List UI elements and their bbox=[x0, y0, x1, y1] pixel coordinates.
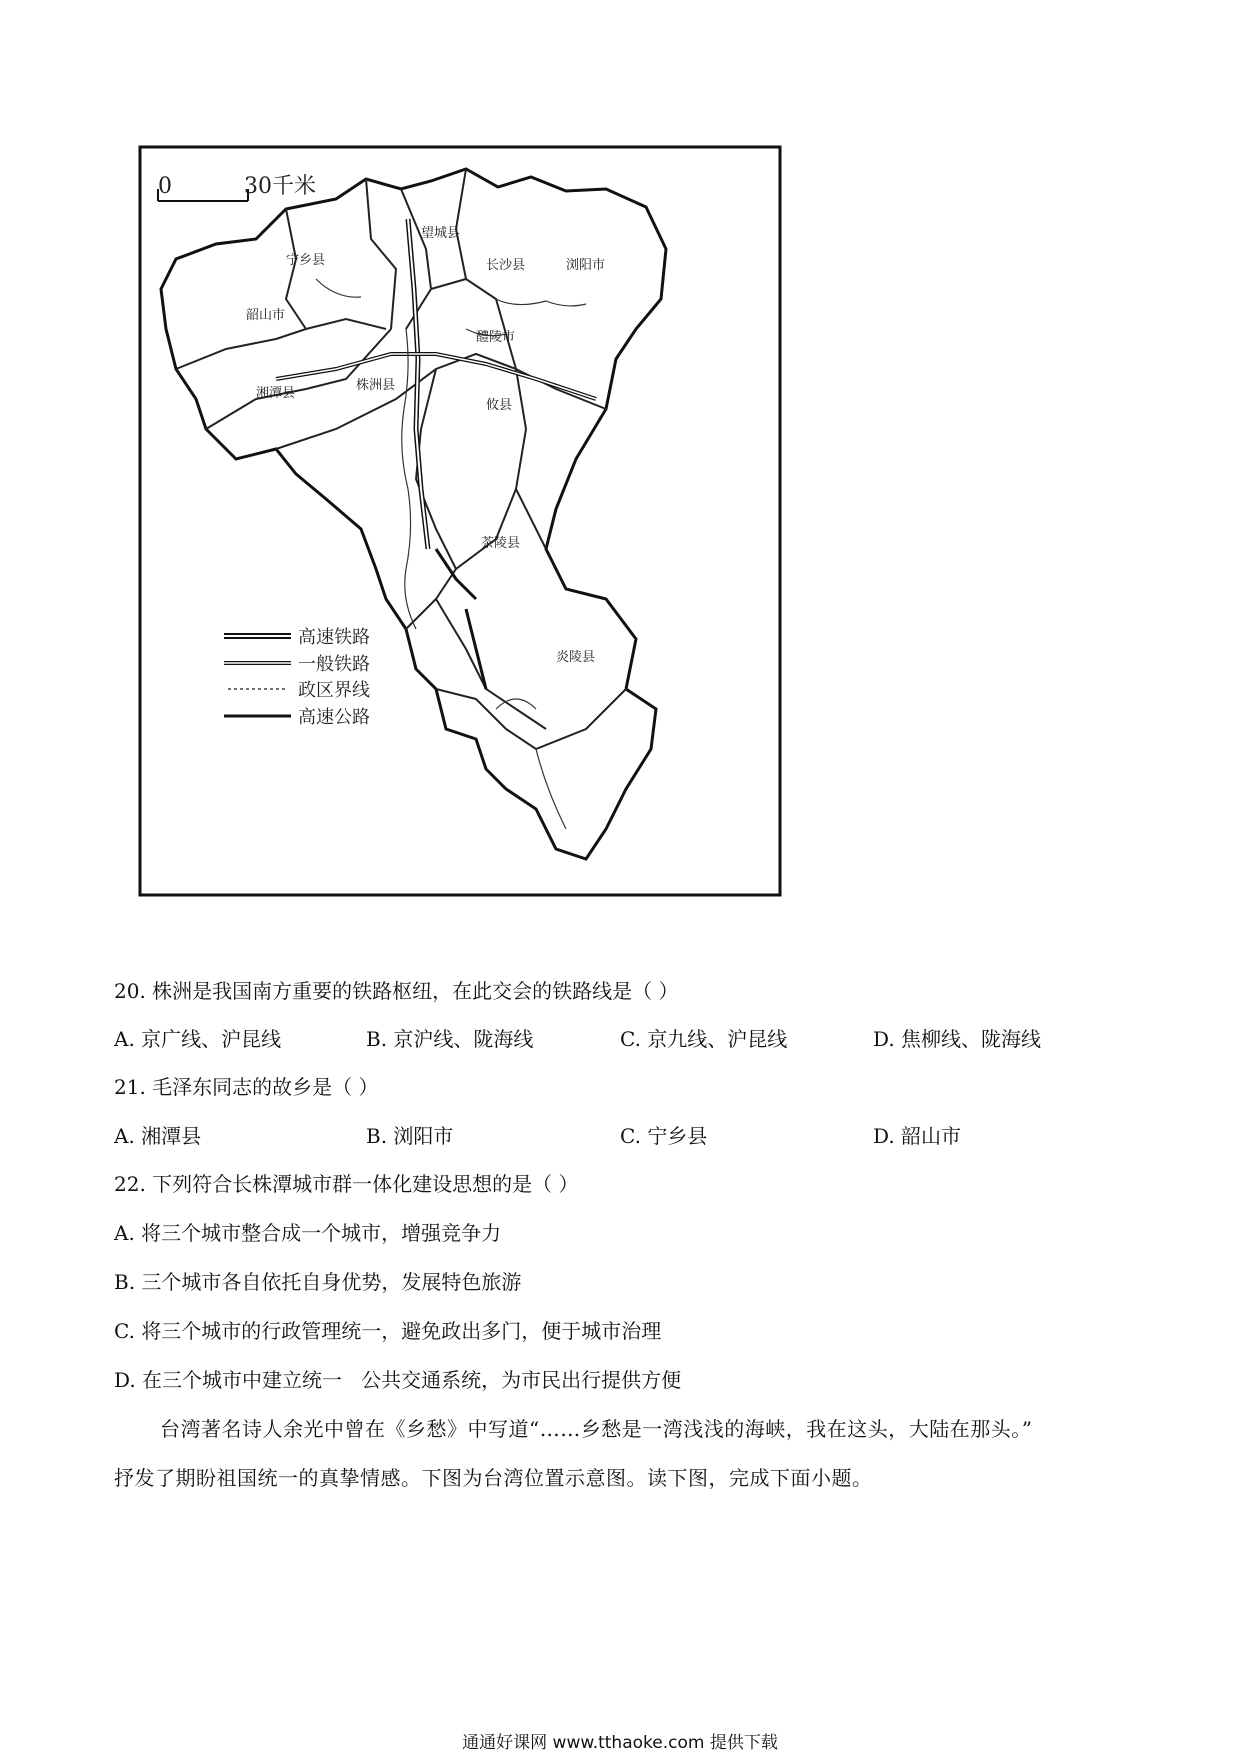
legend-item-expressway bbox=[224, 707, 370, 728]
map-legend bbox=[224, 627, 370, 728]
label-yanling: 炎陵县 bbox=[556, 650, 596, 665]
q21-option-c: C. 宁乡县 bbox=[620, 1124, 708, 1148]
map-figure bbox=[136, 129, 786, 899]
q21-option-a: A. 湘潭县 bbox=[114, 1124, 202, 1148]
label-youxian: 攸县 bbox=[486, 398, 513, 413]
label-liling: 醴陵市 bbox=[476, 330, 516, 345]
q21-option-d: D. 韶山市 bbox=[873, 1124, 962, 1148]
q22-option-a: A. 将三个城市整合成一个城市，增强竞争力 bbox=[114, 1221, 502, 1245]
legend-item-admin-boundary bbox=[228, 680, 370, 701]
q20-option-d: D. 焦柳线、陇海线 bbox=[873, 1027, 1042, 1051]
intro-line-2: 抒发了期盼祖国统一的真挚情感。下图为台湾位置示意图。读下图，完成下面小题。 bbox=[114, 1466, 873, 1490]
q20-option-c: C. 京九线、沪昆线 bbox=[620, 1027, 788, 1051]
q22-option-b: B. 三个城市各自依托自身优势，发展特色旅游 bbox=[114, 1270, 522, 1294]
label-chaling: 茶陵县 bbox=[481, 536, 521, 551]
label-liuyang: 浏阳市 bbox=[566, 258, 606, 273]
svg-text:一般铁路: 一般铁路 bbox=[298, 654, 370, 675]
map-frame bbox=[140, 147, 780, 895]
label-zhuzhou-county: 株洲县 bbox=[356, 378, 396, 393]
label-xiangtan-county: 湘潭县 bbox=[256, 386, 296, 401]
label-wangcheng: 望城县 bbox=[421, 226, 461, 241]
q20-option-b: B. 京沪线、陇海线 bbox=[366, 1027, 534, 1051]
page-footer: 通通好课网 www.tthaoke.com 提供下载 bbox=[462, 1733, 778, 1753]
scale-label: 30千米 bbox=[244, 174, 316, 199]
question-21-stem: 21. 毛泽东同志的故乡是（ ） bbox=[114, 1075, 379, 1099]
label-changsha-county: 长沙县 bbox=[486, 258, 526, 273]
question-20-stem: 20. 株洲是我国南方重要的铁路枢纽，在此交会的铁路线是（ ） bbox=[114, 979, 679, 1003]
intro-line-1: 台湾著名诗人余光中曾在《乡愁》中写道“……乡愁是一湾浅浅的海峡，我在这头，大陆在那头。” bbox=[160, 1417, 1033, 1441]
question-22-stem: 22. 下列符合长株潭城市群一体化建设思想的是（ ） bbox=[114, 1172, 579, 1196]
svg-text:高速公路: 高速公路 bbox=[298, 707, 370, 728]
q21-option-b: B. 浏阳市 bbox=[366, 1124, 454, 1148]
svg-text:政区界线: 政区界线 bbox=[298, 680, 370, 701]
q22-option-d: D. 在三个城市中建立统一 公共交通系统，为市民出行提供方便 bbox=[114, 1368, 682, 1392]
legend-item-ordinary-rail bbox=[224, 654, 370, 675]
label-shaoshan: 韶山市 bbox=[246, 308, 286, 323]
q22-option-c: C. 将三个城市的行政管理统一，避免政出多门，便于城市治理 bbox=[114, 1319, 662, 1343]
label-ningxiang: 宁乡县 bbox=[286, 253, 326, 268]
changzhutan-map bbox=[136, 129, 786, 899]
q20-option-a: A. 京广线、沪昆线 bbox=[114, 1027, 282, 1051]
svg-text:高速铁路: 高速铁路 bbox=[298, 627, 370, 648]
scale-start: 0 bbox=[158, 174, 172, 199]
place-labels bbox=[246, 225, 605, 665]
legend-item-high-speed-rail bbox=[224, 627, 370, 648]
railway-lines bbox=[276, 219, 596, 689]
